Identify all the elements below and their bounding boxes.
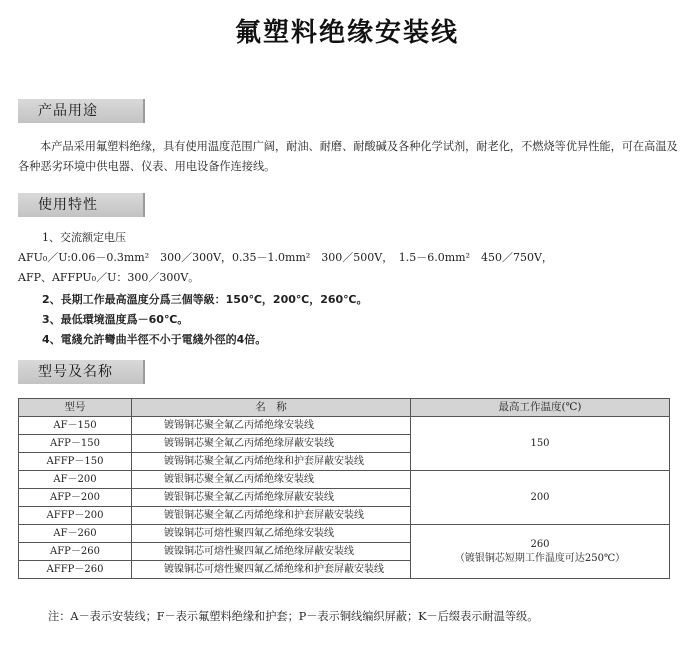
cell-name: 镀银铜芯聚全氟乙丙烯绝缘屏蔽安装线 — [132, 489, 411, 507]
cell-name: 镀锡铜芯聚全氟乙丙烯绝缘安装线 — [132, 417, 411, 435]
feature-line-6: 4、電綫允許彎曲半徑不小于電綫外徑的4倍。 — [42, 333, 267, 346]
cell-name: 镀镍铜芯可熔性聚四氟乙烯绝缘安装线 — [132, 525, 411, 543]
cell-model: AFFP－200 — [19, 507, 132, 525]
section-heading-models: 型号及名称 — [18, 360, 145, 384]
table-row — [19, 525, 670, 543]
feature-line-5: 3、最低環境溫度爲－60℃。 — [42, 313, 189, 326]
cell-model: AFFP－150 — [19, 453, 132, 471]
section-heading-usage: 产品用途 — [18, 99, 145, 123]
page-title: 氟塑料绝缘安装线 — [234, 18, 459, 48]
cell-temp-150: 150 — [411, 417, 670, 471]
cell-model: AF－150 — [19, 417, 132, 435]
usage-text: 本产品采用氟塑料绝缘，具有使用温度范围广阔，耐油、耐磨、耐酸碱及各种化学试剂，耐老化，不燃烧等优异性能，可在高温及各种恶劣环境中供电器、仪表、用电设备作连接线。 — [18, 140, 678, 173]
usage-paragraph — [18, 137, 678, 177]
header-model: 型号 — [19, 399, 132, 417]
cell-model: AFFP－260 — [19, 561, 132, 579]
table-row — [19, 417, 670, 435]
cell-model: AF－260 — [19, 525, 132, 543]
model-table — [18, 398, 670, 579]
temp-260-note: （镀银铜芯短期工作温度可达250℃） — [454, 552, 626, 564]
table-row — [19, 471, 670, 489]
cell-name: 镀锡铜芯聚全氟乙丙烯绝缘和护套屏蔽安装线 — [132, 453, 411, 471]
temp-260-value: 260 — [530, 538, 550, 550]
feature-line-4: 2、長期工作最高溫度分爲三個等級：150℃，200℃，260℃。 — [42, 293, 368, 306]
cell-temp-200: 200 — [411, 471, 670, 525]
footnote: 注：A－表示安装线；F－表示氟塑料绝缘和护套；P－表示铜线编织屏蔽；K－后缀表示耐温等级。 — [48, 610, 539, 623]
cell-name: 镀锡铜芯聚全氟乙丙烯绝缘屏蔽安装线 — [132, 435, 411, 453]
cell-name: 镀银铜芯聚全氟乙丙烯绝缘安装线 — [132, 471, 411, 489]
cell-name: 镀镍铜芯可熔性聚四氟乙烯绝缘屏蔽安装线 — [132, 543, 411, 561]
header-name: 名 称 — [132, 399, 411, 417]
cell-model: AF－200 — [19, 471, 132, 489]
feature-line-1: 1、交流额定电压 — [42, 231, 126, 244]
feature-line-2: AFU₀／U:0.06－0.3mm² 300／300V，0.35－1.0mm² 300／500V， 1.5－6.0mm² 450／750V， — [18, 251, 553, 264]
cell-temp-260 — [411, 525, 670, 579]
cell-name: 镀镍铜芯可熔性聚四氟乙烯绝缘和护套屏蔽安装线 — [132, 561, 411, 579]
cell-model: AFP－260 — [19, 543, 132, 561]
header-temp: 最高工作温度(℃) — [411, 399, 670, 417]
cell-model: AFP－200 — [19, 489, 132, 507]
feature-line-3: AFP、AFFPU₀／U：300／300V。 — [18, 271, 200, 284]
cell-name: 镀银铜芯聚全氟乙丙烯绝缘和护套屏蔽安装线 — [132, 507, 411, 525]
cell-model: AFP－150 — [19, 435, 132, 453]
section-heading-features: 使用特性 — [18, 193, 145, 217]
table-header-row — [19, 399, 670, 417]
